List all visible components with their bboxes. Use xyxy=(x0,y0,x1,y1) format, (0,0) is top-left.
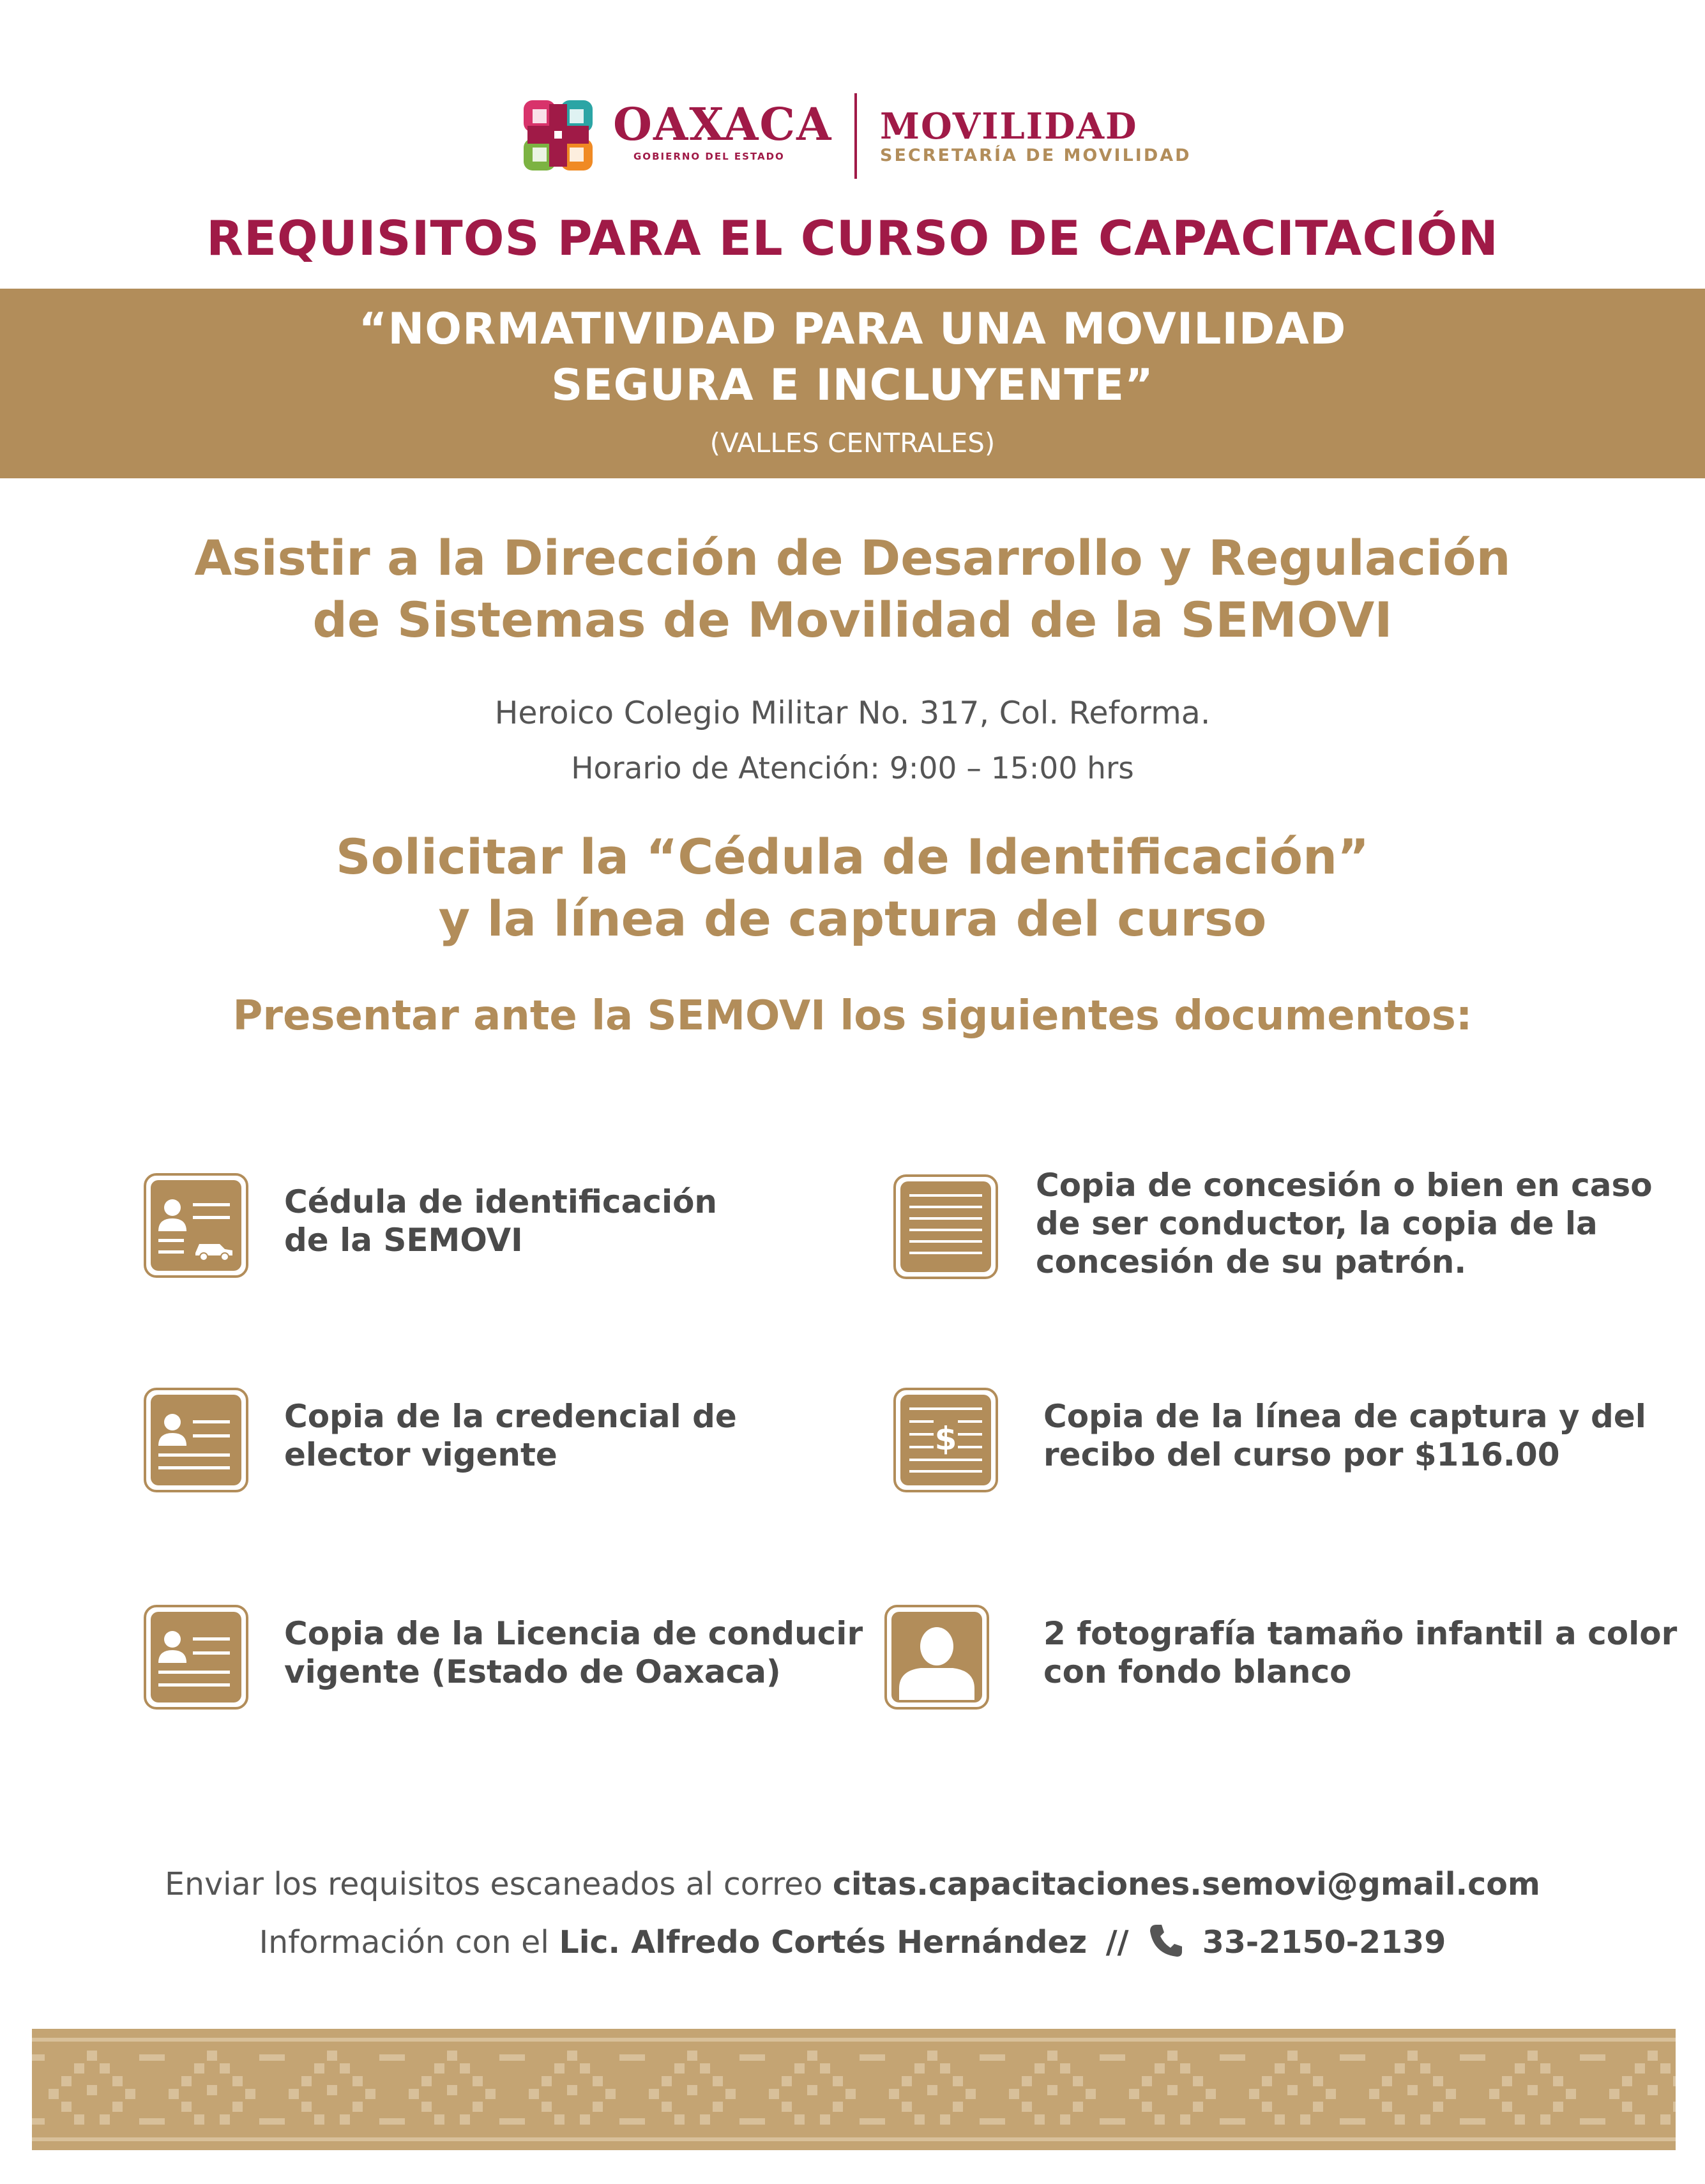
step1-heading-line1: Asistir a la Dirección de Desarrollo y Regulación xyxy=(194,529,1511,586)
separator: // xyxy=(1105,1924,1129,1960)
requirement-line: Copia de la Licencia de conducir xyxy=(284,1615,863,1652)
step2-heading-line1: Solicitar la “Cédula de Identificación” xyxy=(335,828,1370,885)
phone-icon xyxy=(1148,1922,1185,1959)
requirement-line: elector vigente xyxy=(284,1436,557,1473)
requirement-line: Cédula de identificación xyxy=(284,1183,718,1220)
id-card-icon xyxy=(143,1387,249,1493)
course-region: (VALLES CENTRALES) xyxy=(709,427,996,459)
requirement-line: vigente (Estado de Oaxaca) xyxy=(284,1653,781,1690)
contact-name: Lic. Alfredo Cortés Hernández xyxy=(559,1924,1087,1960)
requirement-line: Copia de concesión o bien en caso xyxy=(1036,1167,1653,1204)
requirement-line: recibo del curso por $116.00 xyxy=(1043,1436,1560,1473)
logo-divider xyxy=(854,93,857,179)
photo-person-icon xyxy=(884,1604,990,1710)
requirement-voter-card xyxy=(284,1397,737,1474)
step3-heading: Presentar ante la SEMOVI los siguientes documentos: xyxy=(232,992,1473,1040)
requirement-semovi-id xyxy=(284,1183,717,1259)
info-prefix: Información con el xyxy=(259,1924,549,1960)
course-name-line1: “NORMATIVIDAD PARA UNA MOVILIDAD xyxy=(358,304,1347,354)
contact-info xyxy=(0,1922,1705,1962)
agency-subtitle: SECRETARÍA DE MOVILIDAD xyxy=(880,146,1192,165)
requirement-line: concesión de su patrón. xyxy=(1036,1243,1467,1280)
requirement-payment-receipt xyxy=(1043,1397,1646,1474)
phone-number[interactable]: 33-2150-2139 xyxy=(1202,1924,1446,1960)
agency-name: MOVILIDAD xyxy=(880,105,1138,148)
id-card-car-icon xyxy=(143,1172,249,1278)
course-name-line2: SEGURA E INCLUYENTE” xyxy=(551,360,1154,411)
requirement-line: con fondo blanco xyxy=(1043,1653,1352,1690)
oaxaca-logo-icon xyxy=(521,98,595,173)
requirement-driver-license xyxy=(284,1614,863,1691)
requirement-line: Copia de la línea de captura y del xyxy=(1043,1398,1646,1435)
requirement-line: de la SEMOVI xyxy=(284,1222,523,1259)
page-title: REQUISITOS PARA EL CURSO DE CAPACITACIÓN xyxy=(206,210,1499,266)
state-subtitle: GOBIERNO DEL ESTADO xyxy=(633,151,785,162)
document-lines-icon xyxy=(893,1174,999,1280)
state-name: OAXACA xyxy=(613,98,833,151)
requirement-line: de ser conductor, la copia de la xyxy=(1036,1205,1598,1242)
requirement-line: 2 fotografía tamaño infantil a color xyxy=(1043,1615,1678,1652)
requirement-concession-copy xyxy=(1036,1166,1653,1281)
email-prefix: Enviar los requisitos escaneados al correo xyxy=(165,1866,823,1902)
step2-heading-line2: y la línea de captura del curso xyxy=(438,890,1267,947)
office-address: Heroico Colegio Militar No. 317, Col. Reforma. xyxy=(494,695,1211,731)
requirement-photos xyxy=(1043,1614,1677,1691)
office-hours: Horario de Atención: 9:00 – 15:00 hrs xyxy=(571,751,1134,786)
receipt-dollar-icon xyxy=(893,1387,999,1493)
textile-pattern-band xyxy=(32,2029,1676,2150)
svg-text:$: $ xyxy=(934,1420,957,1457)
email-instruction xyxy=(0,1866,1705,1904)
step1-heading-line2: de Sistemas de Movilidad de la SEMOVI xyxy=(312,591,1393,648)
license-icon xyxy=(143,1604,249,1710)
email-link[interactable]: citas.capacitaciones.semovi@gmail.com xyxy=(832,1866,1540,1902)
requirement-line: Copia de la credencial de xyxy=(284,1398,737,1435)
